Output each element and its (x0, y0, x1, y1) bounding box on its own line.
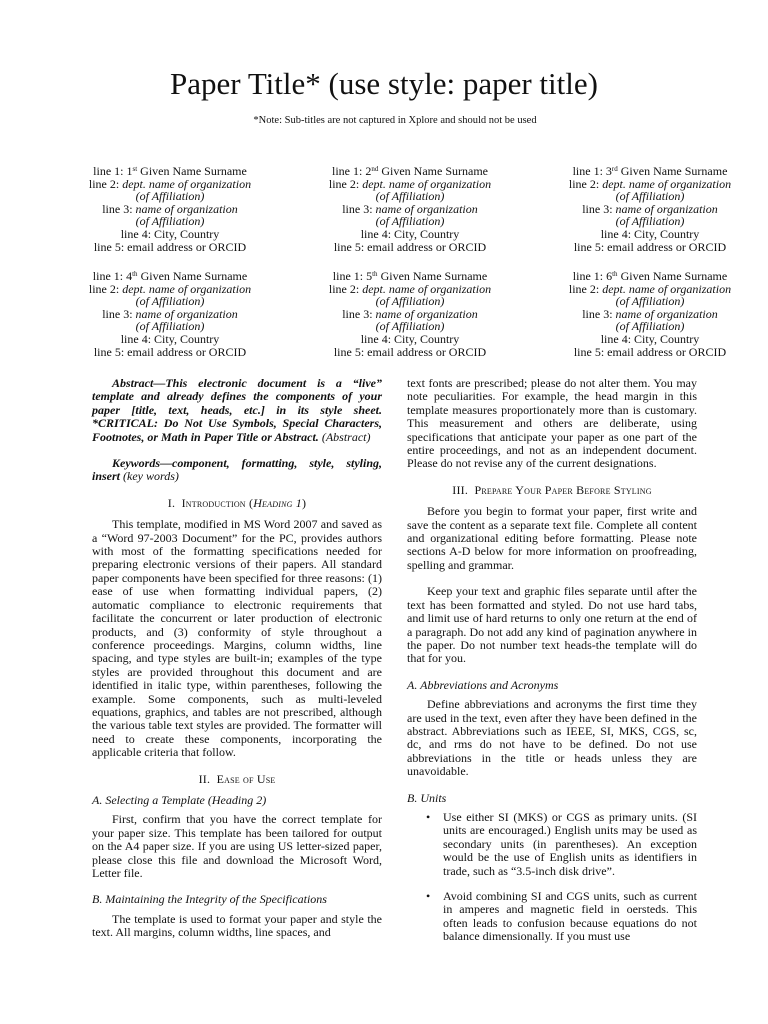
author-line: th (612, 270, 618, 278)
author-line: th (132, 270, 138, 278)
author-line: Given Name Surname (617, 164, 728, 178)
author-line: line 2: (568, 176, 603, 191)
author-line: dept. name of organization (362, 176, 492, 191)
author-line: (of Affiliation) (135, 189, 205, 204)
paper-title: Paper Title* (use style: paper title) (170, 66, 598, 101)
subsection-heading: B. Units (407, 790, 447, 805)
author-line: line 2: (328, 281, 363, 296)
author-line: line 1: 4 (92, 269, 133, 283)
author-line: (of Affiliation) (615, 319, 685, 334)
author-line: line 1: 2 (332, 164, 372, 178)
author-row-1 (60, 165, 760, 253)
author-line: Given Name Surname (617, 269, 728, 283)
author-line: (of Affiliation) (135, 294, 205, 309)
author-line: line 3: (582, 306, 616, 321)
author-line: line 4: City, Country (120, 331, 220, 346)
author-line: Given Name Surname (378, 164, 488, 178)
author-line: line 5: email address or ORCID (333, 239, 487, 254)
author-line: dept. name of organization (362, 281, 492, 296)
author-line: dept. name of organization (122, 176, 252, 191)
author-line: th (372, 270, 378, 278)
author-block (60, 165, 280, 253)
author-line: st (132, 165, 138, 173)
author-line: (of Affiliation) (375, 294, 445, 309)
left-column (92, 377, 382, 953)
author-block (540, 165, 760, 253)
list-item: • Use either SI (MKS) or CGS as primary units. (SI units are encouraged.) English units may be used as secondary units (in parentheses). An exception would be the use of English units as identifiers in trade, such as “3.5-inch disk drive”. (443, 811, 697, 878)
keywords: Keywords—component, formatting, style, styling, insert (key words) (92, 456, 382, 484)
author-line: line 5: email address or ORCID (573, 239, 727, 254)
author-line: dept. name of organization (602, 281, 732, 296)
author-line: line 3: (102, 306, 136, 321)
paragraph: Before you begin to format your paper, first write and save the content as a separate text file. Complete all content and organizational editing before formatting. Please note sections A-D below for more information on proofreading, spelling and grammar. (407, 504, 697, 572)
intro-paragraph: This template, modified in MS Word 2007 and saved as a “Word 97-2003 Document” for the PC, provides authors with most of the formatting specifications needed for preparing electronic versions of their papers. All standard paper components have been specified for three reasons: (1) ease of use when formatting individual papers, (2) automatic compliance to electronic requirements that facilitate the concurrent or later production of electronic products, and (3) conformity of style throughout a conference proceedings. Margins, column widths, line spacing, and type styles are built-in; examples of the type styles are provided throughout this document and are identified in italic type, within parentheses, following the example. Some components, such as multi-leveled equations, graphics, and tables are not prescribed, although the various table text styles are provided. The formatter will need to create these components, incorporating the applicable criteria that follow. (92, 517, 382, 760)
author-line: (of Affiliation) (375, 214, 445, 229)
section-heading-introduction: I. Introduction (Heading 1) (167, 495, 307, 510)
author-line: (of Affiliation) (615, 214, 685, 229)
author-line: line 4: City, Country (360, 226, 460, 241)
author-line: (of Affiliation) (615, 294, 685, 309)
author-line: (of Affiliation) (375, 189, 445, 204)
author-line: line 3: (582, 201, 616, 216)
author-line: line 3: (342, 306, 376, 321)
author-line: Given Name Surname (137, 269, 248, 283)
author-line: (of Affiliation) (615, 189, 685, 204)
subsection-heading: B. Maintaining the Integrity of the Specifications (92, 892, 327, 907)
author-line: name of organization (615, 306, 718, 321)
subtitle-note: *Note: Sub-titles are not captured in Xplore and should not be used (253, 115, 537, 126)
author-line: line 1: 6 (572, 269, 613, 283)
author-line: line 1: 3 (572, 164, 612, 178)
paragraph: Keep your text and graphic files separate until after the text has been formatted and styled. Do not use hard tabs, and limit use of hard returns to only one return at the end of a paragraph. Do not add any kind of pagination anywhere in the paper. Do not number text heads-the template will do that for you. (407, 584, 697, 666)
author-line: line 2: (328, 176, 363, 191)
author-block (540, 270, 760, 358)
author-line: line 3: (102, 201, 136, 216)
subsection-heading: A. Abbreviations and Acronyms (407, 677, 559, 692)
units-list (407, 811, 697, 944)
author-line: line 4: City, Country (360, 331, 460, 346)
author-line: nd (371, 165, 379, 173)
author-line: line 1: 5 (332, 269, 373, 283)
author-line: name of organization (135, 201, 238, 216)
author-line: line 2: (88, 281, 123, 296)
author-line: line 5: email address or ORCID (573, 344, 727, 359)
author-line: line 5: email address or ORCID (93, 239, 247, 254)
author-line: (of Affiliation) (135, 214, 205, 229)
author-line: name of organization (615, 201, 718, 216)
author-line: line 3: (342, 201, 376, 216)
author-line: line 4: City, Country (600, 331, 700, 346)
author-line: line 2: (88, 176, 123, 191)
author-line: (of Affiliation) (135, 319, 205, 334)
author-row-2 (60, 270, 760, 358)
author-line: line 2: (568, 281, 603, 296)
subsection-heading: A. Selecting a Template (Heading 2) (92, 792, 267, 807)
author-line: (of Affiliation) (375, 319, 445, 334)
author-block (300, 165, 520, 253)
author-line: Given Name Surname (137, 164, 247, 178)
paragraph: The template is used to format your paper and style the text. All margins, column widths, line spaces, and (92, 911, 382, 940)
paragraph: First, confirm that you have the correct template for your paper size. This template has been tailored for output on the A4 paper size. If you are using US letter-sized paper, please close this file and download the Microsoft Word, Letter file. (92, 812, 382, 880)
author-line: name of organization (375, 201, 478, 216)
abstract: Abstract—This electronic document is a “live” template and already defines the components of your paper [title, text, heads, etc.] in its style sheet. *CRITICAL: Do Not Use Symbols, Special Characters, Footnotes, or Math in Paper Title or Abstract. (Abstract) (92, 376, 382, 444)
author-line: dept. name of organization (602, 176, 732, 191)
author-line: dept. name of organization (122, 281, 252, 296)
author-block (60, 270, 280, 358)
author-line: line 5: email address or ORCID (333, 344, 487, 359)
author-block (300, 270, 520, 358)
author-line: line 5: email address or ORCID (93, 344, 247, 359)
paragraph: Define abbreviations and acronyms the first time they are used in the text, even after they have been defined in the abstract. Abbreviations such as IEEE, SI, MKS, CGS, sc, dc, and rms do not have to be defined. Do not use abbreviations in the title or heads unless they are unavoidable. (407, 697, 697, 779)
author-line: rd (611, 165, 618, 173)
author-line: line 4: City, Country (600, 226, 700, 241)
list-item: • Avoid combining SI and CGS units, such as current in amperes and magnetic field in oersteds. This often leads to confusion because equations do not balance dimensionally. If you must use (443, 890, 697, 944)
author-line: line 1: 1 (93, 164, 133, 178)
author-line: name of organization (375, 306, 478, 321)
right-column (407, 377, 697, 956)
section-heading-prepare: III. Prepare Your Paper Before Styling (452, 482, 652, 497)
section-heading-ease-of-use: II. Ease of Use (198, 771, 276, 786)
author-line: Given Name Surname (377, 269, 488, 283)
author-line: name of organization (135, 306, 238, 321)
author-line: line 4: City, Country (120, 226, 220, 241)
paragraph: text fonts are prescribed; please do not alter them. You may note peculiarities. For example, the head margin in this template measures proportionately more than is customary. This measurement and others are deliberate, using specifications that anticipate your paper as one part of the entire proceedings, and not as an independent document. Please do not revise any of the current designations. (407, 376, 697, 471)
